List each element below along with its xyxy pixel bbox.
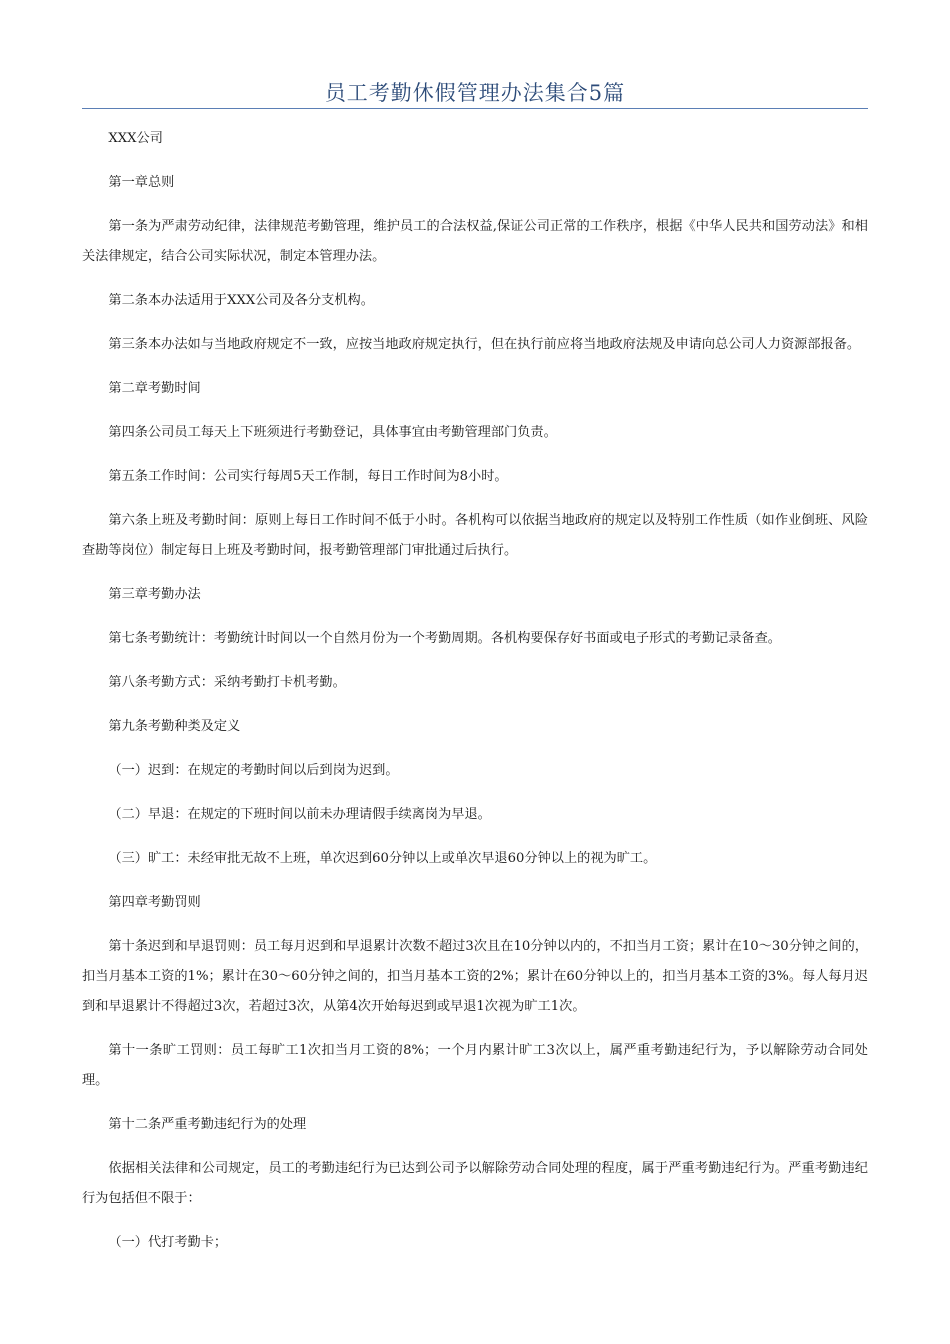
article-paragraph: 第五条工作时间：公司实行每周5天工作制，每日工作时间为8小时。 — [108, 469, 508, 484]
title-underline — [82, 108, 868, 109]
chapter-heading: 第三章考勤办法 — [108, 587, 201, 602]
article-paragraph: 第八条考勤方式：采纳考勤打卡机考勤。 — [108, 675, 346, 690]
company-name: XXX公司 — [108, 131, 163, 146]
article-paragraph: 第十二条严重考勤违纪行为的处理 — [108, 1117, 307, 1132]
list-item: （三）旷工：未经审批无故不上班，单次迟到60分钟以上或单次早退60分钟以上的视为旷工。 — [108, 851, 657, 866]
article-paragraph: 第二条本办法适用于XXX公司及各分支机构。 — [108, 293, 374, 308]
document-body — [82, 124, 868, 1272]
article-paragraph: 第六条上班及考勤时间：原则上每日工作时间不低于小时。各机构可以依据当地政府的规定以及特别工作性质（如作业倒班、风险查勘等岗位）制定每日上班及考勤时间，报考勤管理部门审批通过后执行。 — [82, 513, 868, 558]
list-item: （二）早退：在规定的下班时间以前未办理请假手续离岗为早退。 — [108, 807, 491, 822]
article-paragraph: 依据相关法律和公司规定，员工的考勤违纪行为已达到公司予以解除劳动合同处理的程度，属于严重考勤违纪行为。严重考勤违纪行为包括但不限于： — [82, 1161, 868, 1206]
article-paragraph: 第九条考勤种类及定义 — [108, 719, 241, 734]
chapter-heading: 第二章考勤时间 — [108, 381, 201, 396]
chapter-heading: 第四章考勤罚则 — [108, 895, 201, 910]
list-item: （一）代打考勤卡； — [108, 1235, 228, 1250]
article-paragraph: 第七条考勤统计：考勤统计时间以一个自然月份为一个考勤周期。各机构要保存好书面或电子形式的考勤记录备查。 — [108, 631, 781, 646]
article-paragraph: 第四条公司员工每天上下班须进行考勤登记，具体事宜由考勤管理部门负责。 — [108, 425, 557, 440]
article-paragraph: 第一条为严肃劳动纪律，法律规范考勤管理，维护员工的合法权益,保证公司正常的工作秩序，根据《中华人民共和国劳动法》和相关法律规定，结合公司实际状况，制定本管理办法。 — [82, 219, 868, 264]
document-title: 员工考勤休假管理办法集合5篇 — [324, 81, 626, 105]
chapter-heading: 第一章总则 — [108, 175, 175, 190]
article-paragraph: 第三条本办法如与当地政府规定不一致，应按当地政府规定执行，但在执行前应将当地政府法规及申请向总公司人力资源部报备。 — [108, 337, 861, 352]
list-item: （一）迟到：在规定的考勤时间以后到岗为迟到。 — [108, 763, 399, 778]
article-paragraph: 第十一条旷工罚则：员工每旷工1次扣当月工资的8%；一个月内累计旷工3次以上，属严重考勤违纪行为，予以解除劳动合同处理。 — [82, 1043, 868, 1088]
article-paragraph: 第十条迟到和早退罚则：员工每月迟到和早退累计次数不超过3次且在10分钟以内的，不扣当月工资；累计在10～30分钟之间的，扣当月基本工资的1%；累计在30～60分钟之间的，扣当月基本工资的2%；累计在60分钟以上的，扣当月基本工资的3%。每人每月迟到和早退累计不得超过3次，若超过3次，从第4次开始每迟到或早退1次视为旷工1次。 — [82, 939, 868, 1014]
